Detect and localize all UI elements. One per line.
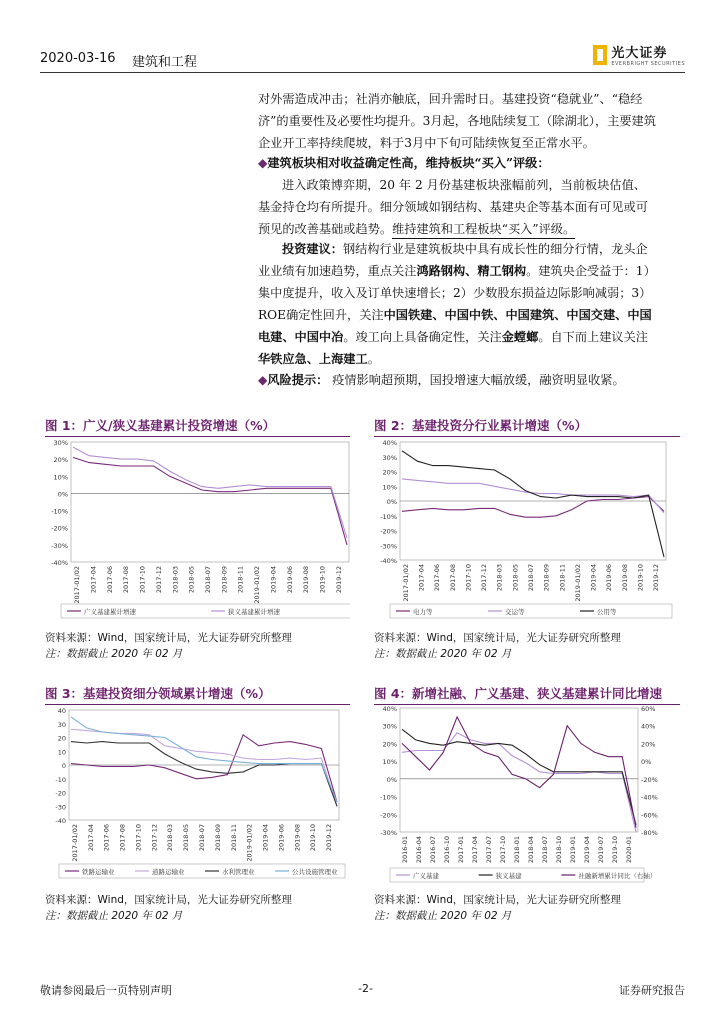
x-tick-label: 2019-10 <box>636 564 645 592</box>
x-tick-label: 2017-04 <box>89 566 98 594</box>
figure-4-title: 图 4：新增社融、广义基建、狭义基建累计同比增速 <box>374 686 663 701</box>
y-tick-label: -30% <box>51 541 68 550</box>
x-tick-label: 2018-07 <box>204 566 212 594</box>
y-tick-label: -20 <box>55 789 66 798</box>
legend-label-2: 社融新增累计同比（右轴） <box>578 872 657 880</box>
x-tick-label: 2016-01 <box>401 836 409 864</box>
x-tick-label: 2019-12 <box>334 566 343 594</box>
x-tick-label: 2019-12 <box>652 564 661 592</box>
y-tick-label: 40% <box>382 439 397 447</box>
x-tick-label: 2018-10 <box>555 836 563 864</box>
x-tick-label: 2019-06 <box>277 824 286 852</box>
y2-tick-label: 60% <box>641 706 656 713</box>
y-tick-label: 0% <box>57 490 68 499</box>
x-tick-label: 2017-01/02 <box>70 824 79 862</box>
figure-2-chart <box>374 438 680 628</box>
y2-tick-label: 20% <box>641 740 656 749</box>
figure-3-title: 图 3：基建投资细分领域累计增速（%） <box>45 686 271 701</box>
figure-3-rule <box>45 704 350 705</box>
page-header <box>40 48 685 73</box>
risk-warning: ◆风险提示： 疫情影响超预期，国投增速大幅放缓，融资明显收紧。 <box>258 373 625 387</box>
investment-advice: 投资建议：钢结构行业是建筑板块中具有成长性的细分行情，龙头企业业绩有加速趋势，重点关注鸿路钢构、精工钢构。建筑央企受益于：1）集中度提升，收入及订单快速增长；2）少数股东损益边际影响减弱；3）ROE确定性回升，关注中国铁建、中国中铁、中国建筑、中国交建、中国电建、中国中冶。竣工向上具备确定性，关注金螳螂。自下而上建议关注华铁应急、上海建工。 <box>258 242 656 366</box>
x-tick-label: 2016-04 <box>415 836 423 864</box>
legend-label-0: 铁路运输业 <box>82 868 115 876</box>
series-line-3 <box>71 717 337 802</box>
x-tick-label: 2017-01 <box>457 836 465 864</box>
x-tick-label: 2019-06 <box>285 566 294 594</box>
plot-frame <box>400 708 638 832</box>
legend-label-0: 广义基建 <box>413 872 439 880</box>
figure-2-source: 资料来源：Wind，国家统计局，光大证券研究所整理 <box>374 632 621 644</box>
x-tick-label: 2018-03 <box>495 564 504 592</box>
y-tick-label: -40% <box>51 559 68 567</box>
y-tick-label: -40 <box>55 817 66 825</box>
x-tick-label: 2016-10 <box>443 836 451 864</box>
legend-label-0: 广义基建累计增速 <box>84 608 136 616</box>
company-logo <box>593 42 685 67</box>
legend-label-1: 狭义基建 <box>495 872 522 880</box>
bullet-rating <box>258 152 658 174</box>
page-number: -2- <box>358 982 373 995</box>
x-tick-label: 2017-04 <box>86 824 95 852</box>
y2-tick-label: -40% <box>641 793 658 802</box>
y-tick-label: 10% <box>382 483 397 492</box>
x-tick-label: 2018-05 <box>187 566 196 594</box>
x-tick-label: 2019-06 <box>605 564 614 592</box>
y-tick-label: 20% <box>53 456 68 465</box>
x-tick-label: 2019-04 <box>261 824 270 852</box>
legend-label-1: 道路运输业 <box>152 868 185 876</box>
x-tick-label: 2017-06 <box>102 824 111 852</box>
x-tick-label: 2018-09 <box>220 566 229 594</box>
y2-tick-label: 0% <box>641 758 652 767</box>
figure-4-note: 注：数据截止 2020 年 02 月 <box>374 910 512 922</box>
y-tick-label: -10 <box>55 775 66 784</box>
x-tick-label: 2018-01 <box>513 836 521 864</box>
body-paragraph-1: 对外需造成冲击；社消亦触底，回升需时日。基建投资“稳就业”、“稳经济”的重要性及必要性均提升。3月起，各地陆续复工（除湖北），主要建筑企业开工率持续爬坡，料于3月中下旬可陆续恢复至正常水平。 <box>258 92 656 150</box>
x-tick-label: 2018-03 <box>171 566 180 594</box>
logo-en: EVERBRIGHT SECURITIES <box>611 61 685 67</box>
x-tick-label: 2019-04 <box>583 836 591 864</box>
figure-3-note: 注：数据截止 2020 年 02 月 <box>45 910 183 922</box>
y-tick-label: 0% <box>386 775 397 784</box>
footer-disclaimer: 敬请参阅最后一页特别声明 <box>40 984 172 997</box>
plot-frame <box>71 442 349 562</box>
footer-report-type: 证券研究报告 <box>619 984 685 997</box>
figure-2-rule <box>374 436 680 437</box>
figure-4-chart <box>374 706 680 888</box>
y-tick-label: -20% <box>51 524 68 533</box>
figure-1-chart <box>45 438 350 628</box>
x-tick-label: 2019-10 <box>611 836 619 864</box>
x-tick-label: 2018-09 <box>213 824 222 852</box>
y-tick-label: 30 <box>57 720 66 729</box>
x-tick-label: 2019-04 <box>589 564 598 592</box>
x-tick-label: 2017-08 <box>448 564 457 592</box>
x-tick-label: 2018-05 <box>511 564 520 592</box>
legend-label-0: 电力等 <box>413 608 433 616</box>
rating-statement: 维持建筑和工程板块“买入”评级。 <box>392 222 575 239</box>
series-line-1 <box>402 479 664 513</box>
figure-4-rule <box>374 704 680 705</box>
figure-1-rule <box>45 436 350 437</box>
figure-3-source: 资料来源：Wind，国家统计局，光大证券研究所整理 <box>45 894 292 906</box>
x-tick-label: 2017-12 <box>480 564 489 592</box>
y-tick-label: 20 <box>57 734 66 743</box>
legend-label-1: 交运等 <box>505 608 525 616</box>
diamond-icon: ◆ <box>258 156 268 170</box>
body-paragraph-2: 进入政策博弈期，20 年 2 月份基建板块涨幅前列，当前板块估值、基金持仓均有所提升。细分领域如钢结构、基建央企等基本面有可见或可预见的改善基础或趋势。维持建筑和工程板块“买入”评级。 <box>258 174 658 240</box>
x-tick-label: 2017-12 <box>150 824 159 852</box>
series-line-1 <box>71 729 337 806</box>
figure-4-source: 资料来源：Wind，国家统计局，光大证券研究所整理 <box>374 894 621 906</box>
y2-tick-label: -80% <box>641 829 658 837</box>
series-line-0 <box>71 735 337 802</box>
x-tick-label: 2017-04 <box>417 564 426 592</box>
logo-icon <box>593 45 607 65</box>
series-line-1 <box>73 447 347 538</box>
advice-label: 投资建议： <box>282 242 343 256</box>
x-tick-label: 2018-05 <box>182 824 191 852</box>
y-tick-label: 0% <box>386 498 397 506</box>
x-tick-label: 2017-10 <box>138 566 147 594</box>
y-tick-label: 40% <box>382 706 397 713</box>
x-tick-label: 2017-04 <box>471 836 479 864</box>
figure-2-title: 图 2：基建投资分行业累计增速（%） <box>374 418 588 433</box>
x-tick-label: 2020-01 <box>625 836 633 864</box>
y-tick-label: 20% <box>382 468 397 477</box>
x-tick-label: 2018-11 <box>236 566 245 594</box>
y-tick-label: -40% <box>380 557 397 565</box>
x-tick-label: 2018-07 <box>198 824 206 852</box>
x-tick-label: 2018-03 <box>166 824 175 852</box>
x-tick-label: 2019-08 <box>293 824 302 852</box>
x-tick-label: 2017-10 <box>464 564 473 592</box>
x-tick-label: 2017-10 <box>499 836 507 864</box>
x-tick-label: 2019-12 <box>325 824 334 852</box>
y-tick-label: -10% <box>51 507 68 516</box>
y-tick-label: -20% <box>380 811 397 820</box>
y-tick-label: -10% <box>380 793 397 802</box>
x-tick-label: 2017-01/02 <box>401 564 410 602</box>
legend-label-3: 公共设施管理业 <box>292 868 338 876</box>
x-tick-label: 2017-10 <box>134 824 143 852</box>
x-tick-label: 2018-11 <box>229 824 238 852</box>
y2-tick-label: -60% <box>641 811 658 820</box>
figure-1-title: 图 1：广义/狭义基建累计投资增速（%） <box>45 418 276 433</box>
x-tick-label: 2019-01/02 <box>245 824 254 862</box>
x-tick-label: 2017-07 <box>485 836 493 864</box>
x-tick-label: 2019-10 <box>318 566 327 594</box>
x-tick-label: 2017-06 <box>105 566 114 594</box>
x-tick-label: 2019-10 <box>309 824 318 852</box>
y-tick-label: -30% <box>380 829 397 837</box>
x-tick-label: 2018-07 <box>541 836 549 864</box>
series-line-0 <box>73 457 347 545</box>
y-tick-label: 10% <box>382 758 397 767</box>
x-tick-label: 2018-07 <box>527 564 535 592</box>
report-sector: 建筑和工程 <box>132 55 198 70</box>
legend-label-2: 水利管理业 <box>222 868 255 876</box>
legend-label-2: 公用等 <box>597 608 617 616</box>
y-tick-label: 0 <box>61 762 66 770</box>
y-tick-label: -30 <box>55 803 66 812</box>
diamond-icon: ◆ <box>258 373 268 387</box>
x-tick-label: 2017-08 <box>118 824 127 852</box>
report-date: 2020-03-16 <box>40 51 116 66</box>
y-tick-label: 30% <box>382 722 397 731</box>
x-tick-label: 2017-12 <box>154 566 163 594</box>
figure-1-note: 注：数据截止 2020 年 02 月 <box>45 648 183 660</box>
x-tick-label: 2018-04 <box>527 836 535 864</box>
x-tick-label: 2019-08 <box>620 564 629 592</box>
x-tick-label: 2018-11 <box>558 564 567 592</box>
y-tick-label: 10% <box>53 473 68 482</box>
series-line-0 <box>402 497 664 518</box>
x-tick-label: 2019-01/02 <box>253 566 262 604</box>
legend-label-1: 狭义基建累计增速 <box>228 608 280 616</box>
figure-2-note: 注：数据截止 2020 年 02 月 <box>374 648 512 660</box>
bullet-rating-text: 建筑板块相对收益确定性高，维持板块“买入”评级： <box>267 156 550 170</box>
y2-tick-label: 40% <box>641 722 656 731</box>
x-tick-label: 2019-08 <box>302 566 311 594</box>
y-tick-label: 30% <box>382 453 397 462</box>
series-line-0 <box>402 733 636 832</box>
x-tick-label: 2016-07 <box>429 836 437 864</box>
logo-cn: 光大证券 <box>611 46 668 61</box>
series-line-2 <box>71 742 337 807</box>
x-tick-label: 2019-04 <box>269 566 278 594</box>
x-tick-label: 2018-09 <box>542 564 551 592</box>
y2-tick-label: -20% <box>641 775 658 784</box>
y-tick-label: 40 <box>57 707 66 715</box>
y-tick-label: 20% <box>382 740 397 749</box>
y-tick-label: 30% <box>53 439 68 447</box>
y-tick-label: -10% <box>380 512 397 521</box>
x-tick-label: 2019-07 <box>597 836 605 864</box>
x-tick-label: 2017-08 <box>122 566 131 594</box>
x-tick-label: 2017-01/02 <box>73 566 82 604</box>
y-tick-label: 10 <box>57 748 66 757</box>
x-tick-label: 2019-01 <box>569 836 577 864</box>
figure-3-chart <box>45 706 350 888</box>
figure-1-source: 资料来源：Wind，国家统计局，光大证券研究所整理 <box>45 632 292 644</box>
x-tick-label: 2017-06 <box>433 564 442 592</box>
y-tick-label: -30% <box>380 542 397 551</box>
x-tick-label: 2019-01/02 <box>573 564 582 602</box>
series-line-2 <box>402 451 664 557</box>
y-tick-label: -20% <box>380 527 397 536</box>
